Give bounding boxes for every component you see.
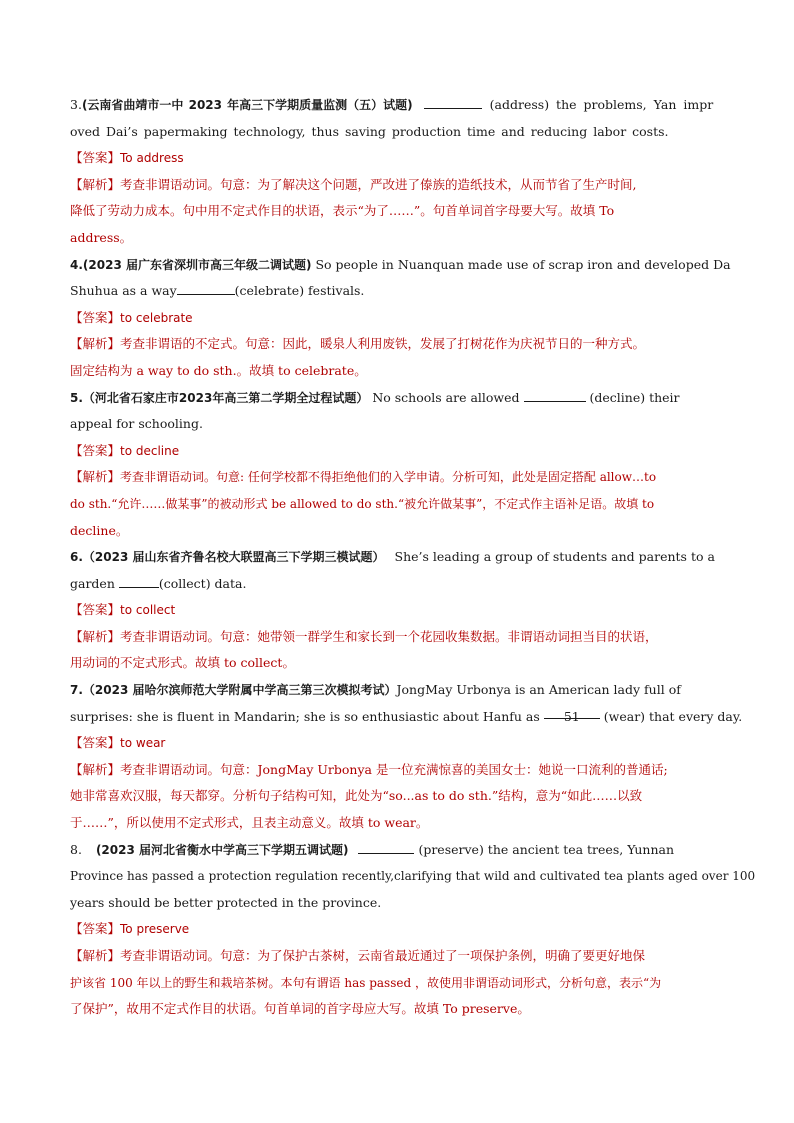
question-text-line <box>70 571 722 598</box>
question-text-part: So people in Nuanquan made use of scrap iron and developed Da <box>315 256 731 272</box>
analysis-line <box>70 757 722 784</box>
answer-value: to decline <box>120 443 180 458</box>
analysis-text-line: 用动词的不定式形式。故填 to collect。 <box>70 655 295 671</box>
answer-blank[interactable] <box>424 94 482 109</box>
analysis-text-line: 降低了劳动力成本。句中用不定式作目的状语，表示“为了……”。句首单词首字母要大写。故填 To <box>70 203 615 219</box>
answer-label: 【答案】 <box>70 442 121 458</box>
question-text-part: No schools are allowed <box>372 389 520 405</box>
question-text-part: surprises: she is fluent in Mandarin; she is so enthusiastic about Hanfu as <box>70 708 540 724</box>
answer-line <box>70 730 722 757</box>
question-3 <box>70 92 722 252</box>
question-text <box>70 544 722 571</box>
analysis-line <box>70 172 722 199</box>
analysis-line <box>70 464 722 491</box>
question-source: (2023 届广东省深圳市高三年级二调试题) <box>82 257 312 272</box>
answer-label: 【答案】 <box>70 921 121 937</box>
question-source: （2023 届山东省齐鲁名校大联盟高三下学期三模试题） <box>82 550 385 565</box>
analysis-label: 【解析】 <box>70 469 121 485</box>
analysis-label: 【解析】 <box>70 628 121 644</box>
analysis-text: 考查非谓语动词。句意：为了解决这个问题，严改进了傣族的造纸技术，从而节省了生产时间, <box>120 176 637 192</box>
answer-blank[interactable] <box>177 280 235 295</box>
analysis-text: 考查非谓语动词。句意：她带领一群学生和家长到一个花园收集数据。非谓语动词担当目的状语， <box>120 628 658 644</box>
analysis-text-line: do sth.“允许……做某事”的被动形式 be allowed to do sth.“被允许做某事”，不定式作主语补足语。故填 to <box>70 496 655 511</box>
analysis-text-line: 固定结构为 a way to do sth.。故填 to celebrate。 <box>70 362 367 378</box>
question-source: (2023 届河北省衡水中学高三下学期五调试题) <box>95 842 349 857</box>
question-7 <box>70 677 743 837</box>
question-8 <box>70 837 756 1023</box>
analysis-text-line: 于……”，所以使用不定式形式，且表主动意义。故填 to wear。 <box>70 815 429 831</box>
answer-line <box>70 597 722 624</box>
question-text-part: She’s leading a group of students and parents to a <box>394 549 715 565</box>
question-number: 8. <box>70 841 82 857</box>
question-source: （河北省石家庄市2023年高三第二学期全过程试题） <box>82 390 369 405</box>
question-text-part: (collect) data. <box>158 575 247 591</box>
question-text <box>70 385 722 412</box>
question-text-part: (preserve) the ancient tea trees, Yunnan <box>418 841 675 857</box>
answer-label: 【答案】 <box>70 150 121 166</box>
question-text-line: years should be better protected in the province. <box>70 894 382 910</box>
question-5 <box>70 385 722 545</box>
question-text-part: JongMay Urbonya is an American lady full of <box>396 682 681 698</box>
question-text-part: (decline) their <box>589 389 680 405</box>
analysis-line <box>70 331 722 358</box>
answer-value: to wear <box>120 736 166 751</box>
question-text <box>70 252 731 279</box>
question-text-line <box>70 278 722 305</box>
analysis-label: 【解析】 <box>70 176 121 192</box>
answer-value: To address <box>120 151 184 166</box>
answer-label: 【答案】 <box>70 735 121 751</box>
analysis-text: 考查非谓语动词。句意: 任何学校都不得拒绝他们的入学申请。分析可知，此处是固定搭配 allow…to <box>120 470 657 485</box>
question-6 <box>70 544 722 677</box>
answer-value: to collect <box>120 603 176 618</box>
analysis-label: 【解析】 <box>70 336 121 352</box>
answer-blank[interactable] <box>544 704 600 724</box>
question-text-part: Shuhua as a way <box>70 283 177 299</box>
answer-label: 【答案】 <box>70 602 121 618</box>
question-source: （2023 届哈尔滨师范大学附属中学高三第三次模拟考试） <box>82 683 397 698</box>
answer-blank[interactable] <box>358 839 414 854</box>
analysis-text: 考查非谓语的不定式。句意：因此，暖泉人利用废铁，发展了打树花作为庆祝节日的一种方式。 <box>120 336 646 352</box>
analysis-text-line: 她非常喜欢汉服，每天都穿。分析句子结构可知，此处为“so...as to do sth.”结构，意为“如此……以致 <box>70 788 643 804</box>
question-number: 7. <box>70 683 83 698</box>
question-number: 4. <box>70 257 83 272</box>
answer-value: to celebrate <box>120 310 193 325</box>
question-text <box>70 837 722 864</box>
question-text-line: appeal for schooling. <box>70 416 203 432</box>
analysis-text-line: 了保护”，故用不定式作目的状语。句首单词的首字母应大写。故填 To preserve。 <box>70 1001 530 1017</box>
analysis-text-line: decline。 <box>70 522 129 538</box>
answer-blank[interactable] <box>524 387 586 402</box>
analysis-text: 考查非谓语动词。句意：JongMay Urbonya 是一位充满惊喜的美国女士：她说一口流利的普通话; <box>120 761 668 777</box>
question-text-part: garden <box>70 575 115 591</box>
analysis-label: 【解析】 <box>70 948 121 963</box>
question-text-line: Province has passed a protection regulation recently,clarifying that wild and cultivated tea plants aged over 100 <box>70 869 756 884</box>
question-text-line: oved Dai’s papermaking technology, thus saving production time and reducing labor costs. <box>70 123 669 139</box>
answer-line <box>70 916 722 943</box>
analysis-line <box>70 624 722 651</box>
answer-line <box>70 438 722 465</box>
answer-blank[interactable] <box>119 573 159 588</box>
question-number: 5. <box>70 390 83 405</box>
question-text-part: (wear) that every day. <box>603 708 743 724</box>
document-page <box>70 92 756 1023</box>
analysis-text: 考查非谓语动词。句意：为了保护古茶树，云南省最近通过了一项保护条例，明确了要更好地保 <box>120 948 646 963</box>
question-text-part: (celebrate) festivals. <box>234 283 365 299</box>
question-source: (云南省曲靖市一中 2023 年高三下学期质量监测（五）试题) <box>81 98 413 112</box>
analysis-text-line: address。 <box>70 229 133 245</box>
question-4 <box>70 252 731 385</box>
answer-line <box>70 145 722 172</box>
question-text-part: (address) the problems, Yan impr <box>489 97 714 112</box>
question-text <box>70 677 722 704</box>
answer-value: To preserve <box>120 922 190 937</box>
question-text <box>70 92 722 119</box>
analysis-line <box>70 943 722 970</box>
question-text-line <box>70 704 743 731</box>
blank-number: 51 <box>563 708 580 724</box>
analysis-text-line: 护该省 100 年以上的野生和栽培茶树。本句有谓语 has passed ，故使用非谓语动词形式，分析句意，表示“为 <box>70 975 662 990</box>
analysis-label: 【解析】 <box>70 761 121 777</box>
answer-line <box>70 305 722 332</box>
question-number: 3. <box>70 97 82 112</box>
question-number: 6. <box>70 550 83 565</box>
answer-label: 【答案】 <box>70 309 121 325</box>
